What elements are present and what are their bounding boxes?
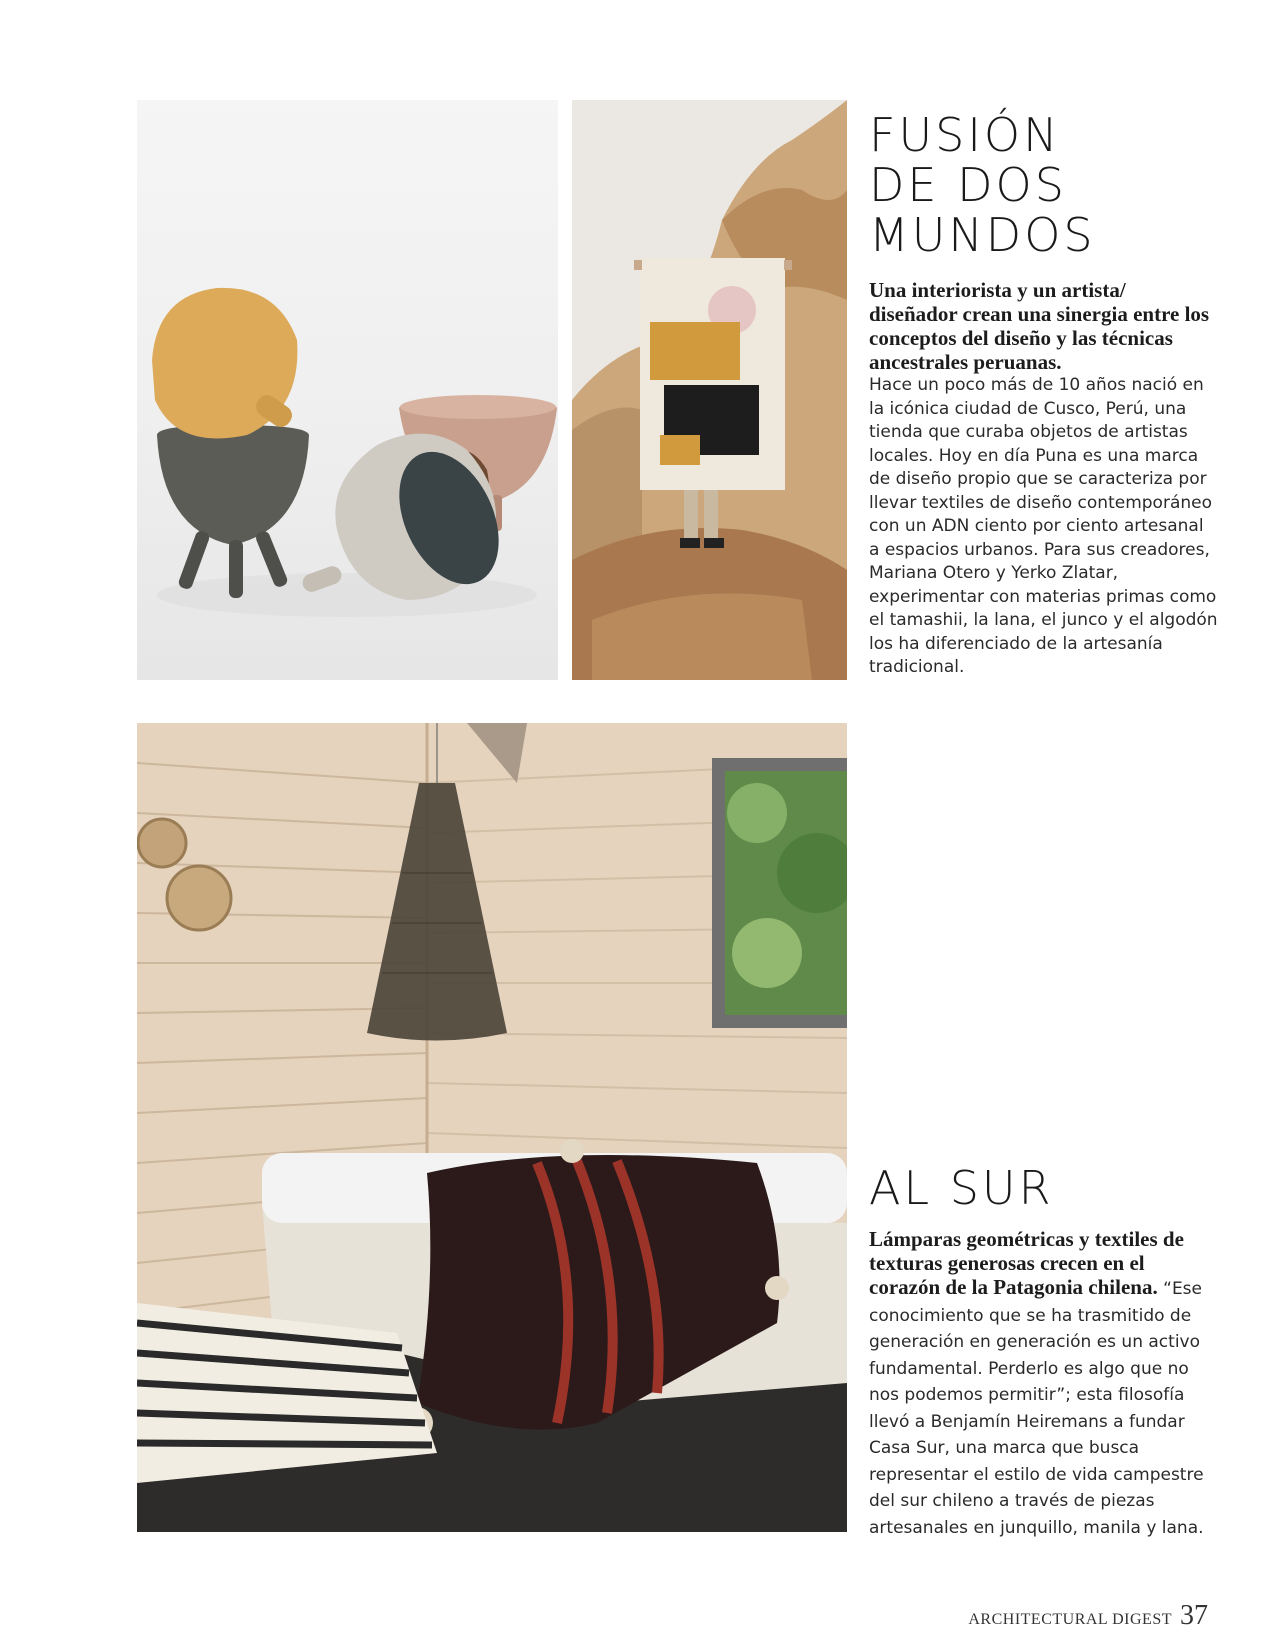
headline-line-1: FUSIÓN	[869, 108, 1061, 162]
lead-al-sur: Lámparas geométricas y textiles de texturas generosas crecen en el corazón de la Patagonia chilena.	[869, 1227, 1184, 1299]
photo-rug-on-rocks	[572, 100, 847, 680]
lead-and-body-al-sur	[869, 1227, 1219, 1540]
page-footer	[968, 1600, 1208, 1632]
headline-al-sur: AL SUR	[869, 1161, 1054, 1215]
photo-ceramic-pots	[137, 100, 558, 680]
page-number: 37	[1180, 1600, 1208, 1631]
body-fusion: Hace un poco más de 10 años nació en la icónica ciudad de Cusco, Perú, una tienda que curaba objetos de artistas locales. Hoy en día Puna es una marca de diseño propio que se caracteriza por llevar textiles de diseño contemporáneo con un ADN ciento por ciento artesanal a espacios urbanos. Para sus creadores, Mariana Otero y Yerko Zlatar, experimentar con materias primas como el tamashii, la lana, el junco y el algodón los ha diferenciado de la artesanía tradicional.	[869, 375, 1218, 677]
cabin-interior-illustration	[137, 723, 847, 1532]
magazine-name: ARCHITECTURAL DIGEST	[968, 1611, 1172, 1628]
headline-line-3: MUNDOS	[869, 208, 1096, 262]
article-fusion-de-dos-mundos	[869, 110, 1219, 680]
rug-rocks-illustration	[572, 100, 847, 680]
headline-line-2: DE DOS	[869, 158, 1067, 212]
photo-cabin-interior	[137, 723, 847, 1532]
headline-fusion	[869, 110, 1219, 260]
lead-fusion: Una interiorista y un artista/ diseñador crean una sinergia entre los conceptos del diseño y las técnicas ancestrales peruanas.	[869, 278, 1210, 374]
body-al-sur: “Ese conocimiento que se ha trasmitido de generación en generación es un activo fundamental. Perderlo es algo que no nos podemos permitir”; esta filosofía llevó a Benjamín Heiremans a fundar Casa Sur, una marca que busca representar el estilo de vida campestre del sur chileno a través de piezas artesanales en junquillo, manila y lana.	[869, 1279, 1204, 1538]
ceramic-pots-illustration	[137, 100, 558, 680]
article-al-sur	[869, 1163, 1219, 1540]
